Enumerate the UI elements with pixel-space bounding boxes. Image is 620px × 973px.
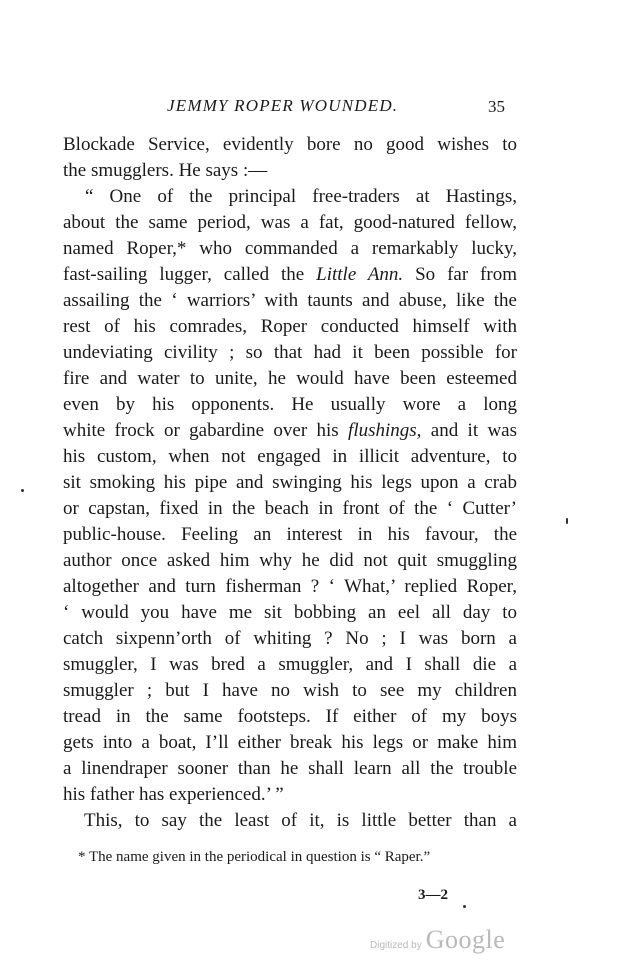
- text-line: even by his opponents. He usually wore a long: [63, 394, 517, 415]
- text-line: fire and water to unite, he would have been esteemed: [63, 368, 517, 389]
- ship-name-italic: Little Ann.: [316, 264, 404, 285]
- text-line: his custom, when not engaged in illicit adventure, to: [63, 446, 517, 467]
- text-line-end: and it was: [421, 420, 517, 441]
- text-line: public-house. Feeling an interest in his favour, the: [63, 524, 517, 545]
- text-line: or capstan, fixed in the beach in front of the ‘ Cutter’: [63, 498, 517, 519]
- body-text: [63, 132, 517, 834]
- text-line: Blockade Service, evidently bore no good wishes to: [63, 134, 517, 155]
- text-line: smuggler, I was bred a smuggler, and I shall die a: [63, 654, 517, 675]
- digitized-by-google-watermark: [370, 925, 505, 955]
- google-logo: Google: [425, 925, 506, 954]
- scan-speck: [21, 489, 24, 492]
- text-line: [63, 418, 517, 444]
- text-line: assailing the ‘ warriors’ with taunts and abuse, like the: [63, 290, 517, 311]
- running-title: JEMMY ROPER WOUNDED.: [167, 96, 399, 115]
- text-line: smuggler ; but I have no wish to see my children: [63, 680, 517, 701]
- flushings-italic: flushings,: [348, 420, 422, 441]
- text-line: This, to say the least of it, is little better than a: [84, 810, 517, 831]
- text-line: tread in the same footsteps. If either of my boys: [63, 706, 517, 727]
- text-line: about the same period, was a fat, good-natured fellow,: [63, 212, 517, 233]
- page-number: 35: [488, 97, 505, 116]
- text-line-start: fast-sailing lugger, called the: [63, 264, 317, 285]
- text-line: “ One of the principal free-traders at Hastings,: [85, 186, 517, 207]
- text-line: gets into a boat, I’ll either break his legs or make him: [63, 732, 517, 753]
- watermark-prefix: Digitized by: [370, 940, 422, 951]
- text-line: catch sixpenn’orth of whiting ? No ; I was born a: [63, 628, 517, 649]
- text-line-end: So far from: [403, 264, 517, 285]
- signature-mark: 3—2: [418, 887, 448, 903]
- text-line: undeviating civility ; so that had it been possible for: [63, 342, 517, 363]
- footnote: * The name given in the periodical in question is “ Raper.”: [78, 849, 431, 865]
- text-line: the smugglers. He says :—: [63, 160, 268, 181]
- text-line: rest of his comrades, Roper conducted himself with: [63, 316, 517, 337]
- scan-speck: [566, 518, 568, 524]
- running-header: [0, 96, 620, 120]
- text-line-start: white frock or gabardine over his: [63, 420, 349, 441]
- text-line: sit smoking his pipe and swinging his legs upon a crab: [63, 472, 517, 493]
- text-line: ‘ would you have me sit bobbing an eel all day to: [63, 602, 517, 623]
- scan-speck: [463, 905, 466, 908]
- text-line: his father has experienced.’ ”: [63, 784, 284, 805]
- text-line: author once asked him why he did not quit smuggling: [63, 550, 517, 571]
- text-line: altogether and turn fisherman ? ‘ What,’ replied Roper,: [63, 576, 517, 597]
- text-line: a linendraper sooner than he shall learn all the trouble: [63, 758, 517, 779]
- text-line: named Roper,* who commanded a remarkably lucky,: [63, 238, 517, 259]
- text-line: [63, 262, 517, 288]
